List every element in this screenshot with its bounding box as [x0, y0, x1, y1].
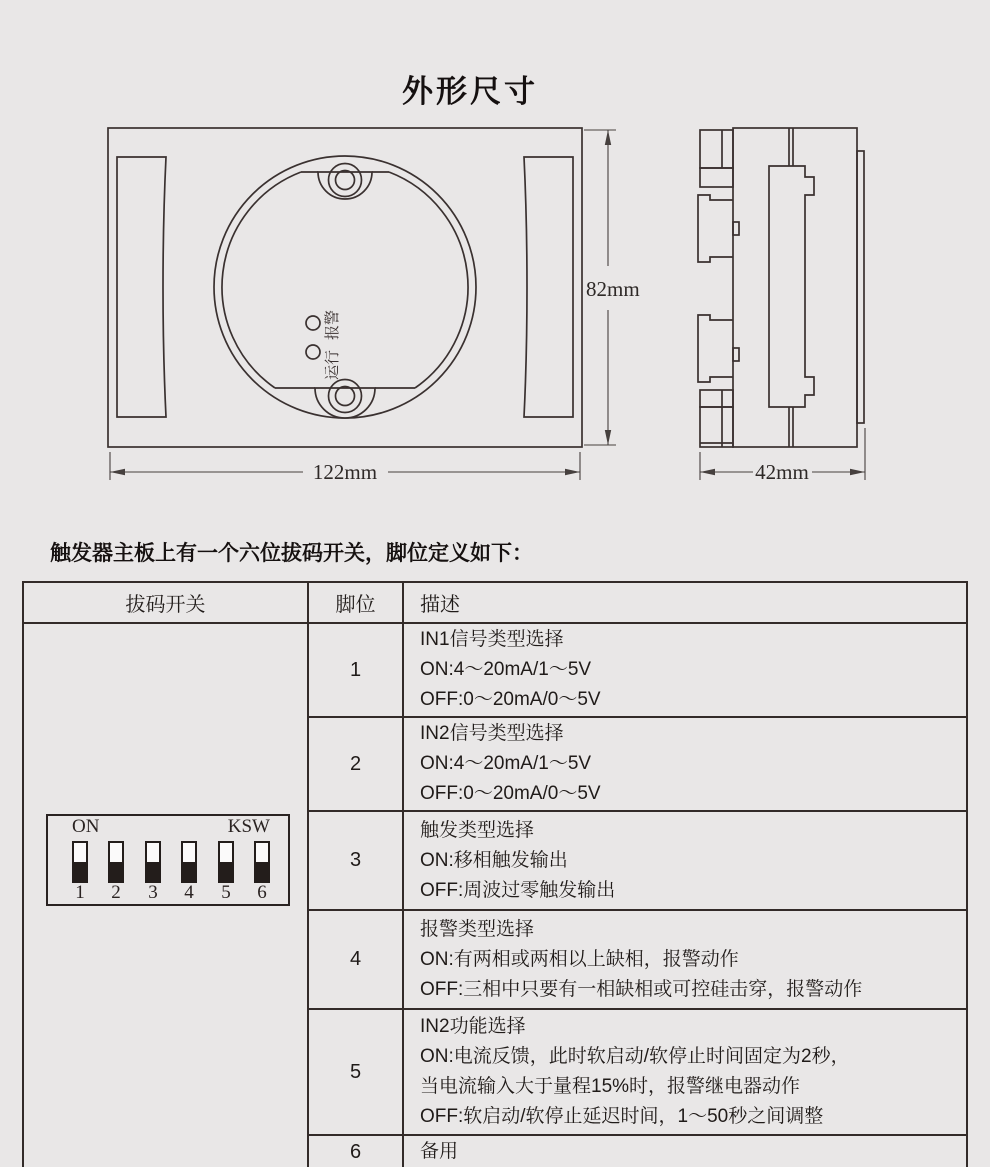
switch-number: 3 [148, 882, 158, 903]
front-view-drawing [108, 128, 640, 484]
dip-model-label: KSW [227, 816, 270, 837]
table-header-row [23, 582, 967, 623]
height-dimension-label: 82mm [586, 277, 640, 301]
pin-description: IN1信号类型选择 ON:4～20mA/1～5V OFF:0～20mA/0～5V [403, 623, 967, 717]
depth-dimension [700, 428, 865, 484]
page-title: 外形尺寸 [402, 74, 538, 109]
dip-switch-lever [254, 841, 270, 883]
switch-number: 1 [75, 882, 85, 903]
intro-text: 触发器主板上有一个六位拔码开关，脚位定义如下： [50, 542, 533, 565]
pin-number: 2 [308, 717, 403, 811]
dip-switch-lever [145, 841, 161, 883]
switch-number: 6 [257, 882, 267, 903]
pin-description: 备用 [403, 1135, 967, 1167]
switch-knob [220, 862, 232, 881]
pin-number: 5 [308, 1009, 403, 1135]
outline-drawings [0, 0, 990, 520]
pin-number: 6 [308, 1135, 403, 1167]
dip-switch-table [22, 581, 968, 1167]
depth-dimension-label: 42mm [755, 460, 809, 484]
dip-switch-lever [72, 841, 88, 883]
led-run-label: 运行 [324, 349, 341, 380]
header-description: 描述 [403, 582, 967, 623]
switch-knob [147, 862, 159, 881]
pin-number: 4 [308, 910, 403, 1009]
header-dip-switch: 拔码开关 [23, 582, 308, 623]
dip-switch-lever [218, 841, 234, 883]
width-dimension-label: 122mm [312, 460, 378, 484]
pin-number: 3 [308, 811, 403, 910]
dip-switch-lever [181, 841, 197, 883]
pin-description: 报警类型选择 ON:有两相或两相以上缺相，报警动作 OFF:三相中只要有一相缺相或可控硅击穿，报警动作 [403, 910, 967, 1009]
dip-on-label: ON [72, 816, 100, 837]
switch-number: 4 [184, 882, 194, 903]
switch-knob [74, 862, 86, 881]
alarm-led [306, 316, 320, 330]
height-dimension [584, 130, 640, 445]
led-alarm-label: 报警 [324, 309, 341, 340]
pin-description: 触发类型选择 ON:移相触发输出 OFF:周波过零触发输出 [403, 811, 967, 910]
run-led [306, 345, 320, 359]
dip-switch-graphic [46, 814, 290, 906]
switch-knob [110, 862, 122, 881]
side-view-drawing [698, 128, 865, 484]
width-dimension [110, 452, 580, 484]
switch-knob [256, 862, 268, 881]
switch-knob [183, 862, 195, 881]
switch-number: 2 [111, 882, 121, 903]
table-row [23, 623, 967, 717]
switch-number: 5 [221, 882, 231, 903]
pin-description: IN2功能选择 ON:电流反馈，此时软启动/软停止时间固定为2秒， 当电流输入大于量程15%时，报警继电器动作 OFF:软启动/软停止延迟时间，1～50秒之间调整 [403, 1009, 967, 1135]
dip-switch-cell [23, 623, 308, 1167]
pin-number: 1 [308, 623, 403, 717]
header-pin: 脚位 [308, 582, 403, 623]
dip-switch-lever [108, 841, 124, 883]
pin-description: IN2信号类型选择 ON:4～20mA/1～5V OFF:0～20mA/0～5V [403, 717, 967, 811]
